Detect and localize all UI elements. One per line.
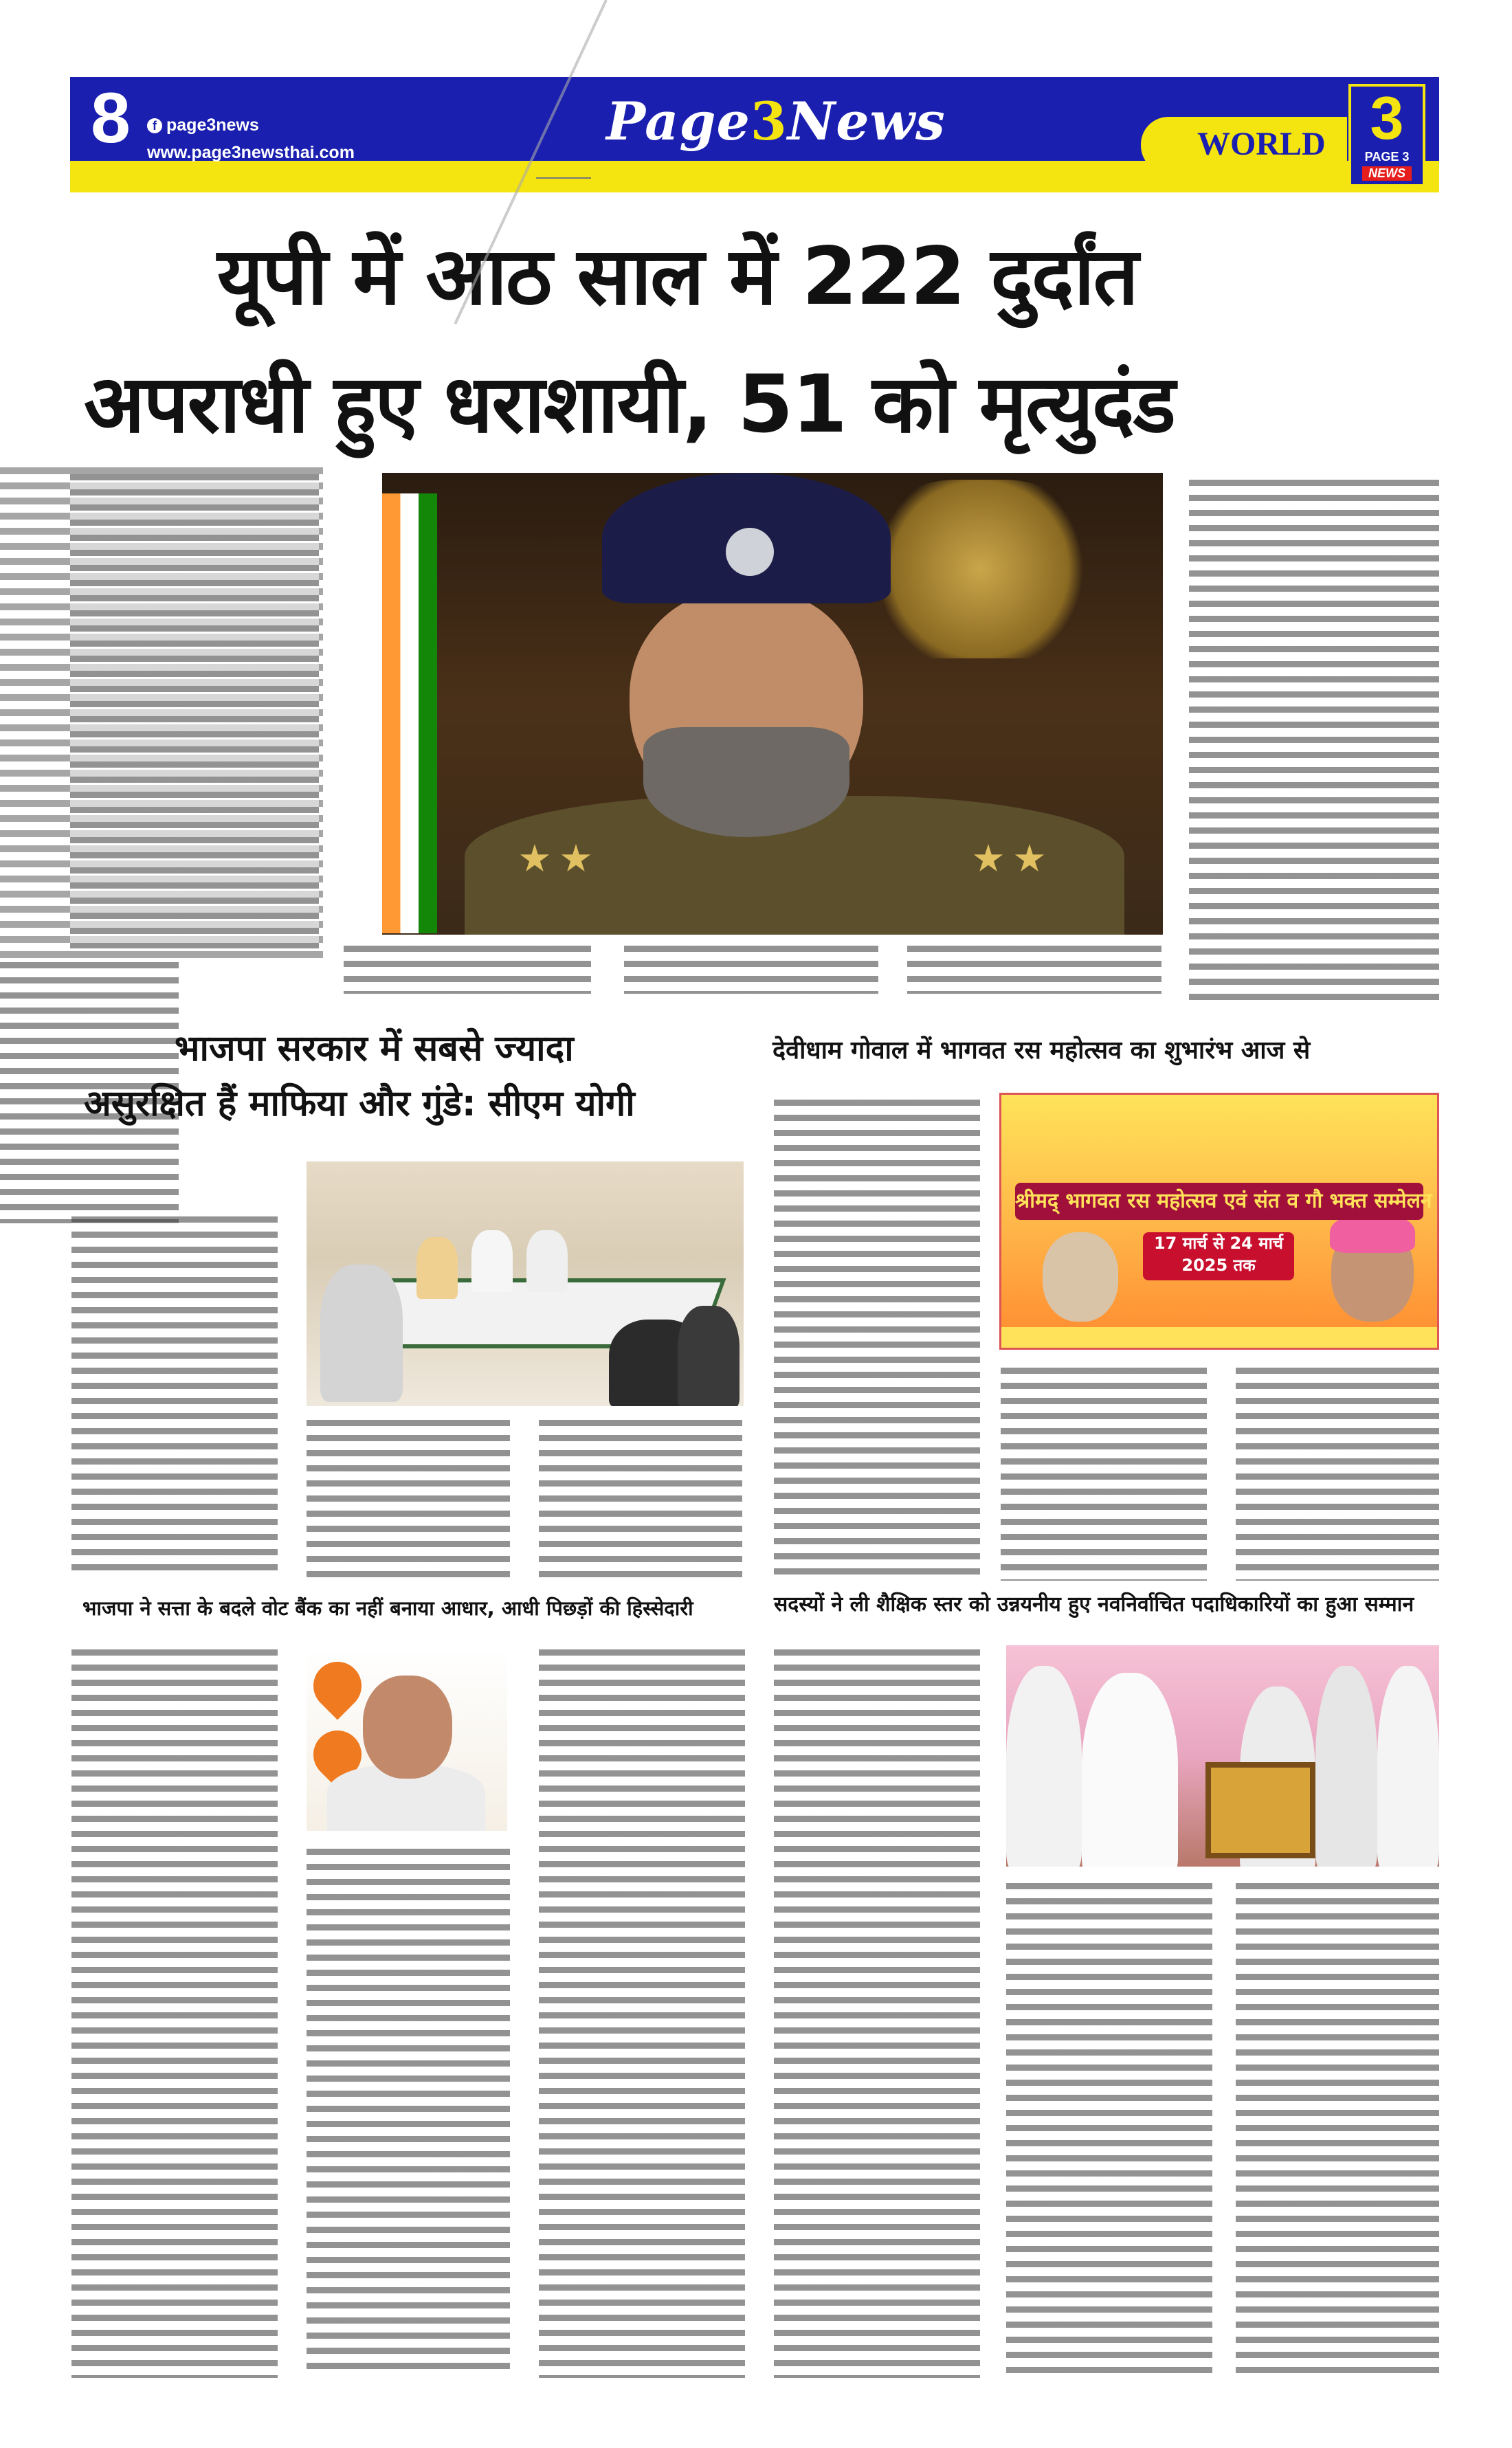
brand-pre: Page	[606, 91, 751, 152]
brand-num: 3	[750, 91, 788, 152]
person-shape	[1377, 1666, 1439, 1867]
story2-headline-line1: भाजपा सरकार में सबसे ज्यादा	[175, 1028, 574, 1069]
logo-number: 3	[1370, 84, 1404, 152]
person-shape	[320, 1265, 403, 1402]
lead-headline-line2: अपराधी हुए धराशायी, 51 को मृत्युदंड	[84, 358, 1175, 451]
story4-column-1	[71, 1649, 278, 2378]
frame-shape	[1205, 1762, 1315, 1858]
story2-column-3	[539, 1420, 742, 1578]
lead-column-right	[1189, 480, 1439, 1009]
person-shape	[416, 1237, 458, 1299]
website-link[interactable]: www.page3newsthai.com	[147, 143, 355, 162]
page-number: 8	[91, 78, 131, 158]
story4-headline: भाजपा ने सत्ता के बदले वोट बैंक का नहीं बनाया आधार, आधी पिछड़ों की हिस्सेदारी	[82, 1596, 693, 1620]
story2-column-2	[307, 1420, 510, 1578]
brand-post: News	[787, 91, 946, 152]
story3-column-3	[1236, 1368, 1439, 1581]
person-shape	[678, 1306, 740, 1406]
channel-logo	[1348, 84, 1425, 187]
lotus-icon	[307, 1652, 371, 1720]
cap-badge-shape	[726, 528, 774, 576]
lead-headline-line1: यूपी में आठ साल में 222 दुर्दांत	[217, 230, 1137, 323]
emblem-shape	[863, 480, 1097, 658]
lead-column-1	[70, 474, 319, 948]
event-poster	[999, 1093, 1439, 1350]
facebook-icon: f	[147, 118, 162, 133]
person-shape	[1082, 1673, 1178, 1867]
story5-column-3	[1236, 1883, 1439, 2378]
story5-photo-felicitation	[1006, 1645, 1439, 1867]
poster-date-line2: 2025 तक	[1181, 1256, 1256, 1275]
face-shape	[363, 1676, 452, 1779]
lead-photo-officer	[382, 473, 1163, 935]
flag-shape	[382, 493, 437, 933]
story2-column-1	[71, 1216, 278, 1574]
lead-column-under-photo-1	[344, 946, 591, 994]
social-handle-text: page3news	[166, 115, 259, 135]
story3-headline: देवीधाम गोवाल में भागवत रस महोत्सव का शुभारंभ आज से	[772, 1036, 1311, 1065]
poster-footer	[1001, 1327, 1437, 1348]
story2-photo-meeting	[307, 1161, 744, 1406]
story4-column-3	[539, 1649, 745, 2378]
logo-news: NEWS	[1362, 166, 1412, 181]
section-label: WORLD	[1197, 126, 1326, 162]
person-shape	[526, 1230, 568, 1292]
person-shape	[471, 1230, 513, 1292]
story5-column-1	[774, 1649, 980, 2378]
story4-column-2	[307, 1849, 510, 2378]
social-handle[interactable]	[147, 115, 259, 135]
story4-photo-leader	[307, 1648, 507, 1831]
poster-date-line1: 17 मार्च से 24 मार्च	[1153, 1234, 1284, 1253]
newspaper-logo	[606, 91, 946, 152]
story3-column-1	[774, 1100, 980, 1581]
masthead	[70, 77, 1439, 192]
rule	[536, 177, 591, 179]
person-shape	[1315, 1666, 1377, 1867]
story2-headline-line2: असुरक्षित हैं माफिया और गुंडे: सीएम योगी	[84, 1083, 635, 1124]
story5-column-2	[1006, 1883, 1212, 2378]
saint-portrait	[1043, 1232, 1118, 1322]
person-shape	[1006, 1666, 1082, 1867]
poster-date	[1143, 1232, 1294, 1280]
beard-shape	[643, 727, 849, 837]
story5-headline: सदस्यों ने ली शैक्षिक स्तर को उन्नयनीय हुए नवनिर्वाचित पदाधिकारियों का हुआ सम्मान	[774, 1592, 1414, 1616]
story3-column-2	[1001, 1368, 1207, 1581]
lead-column-under-photo-3	[907, 946, 1161, 994]
lead-column-under-photo-2	[624, 946, 878, 994]
poster-title: श्रीमद् भागवत रस महोत्सव एवं संत व गौ भक्त सम्मेलन	[1015, 1183, 1423, 1220]
logo-page: PAGE 3	[1364, 150, 1410, 164]
